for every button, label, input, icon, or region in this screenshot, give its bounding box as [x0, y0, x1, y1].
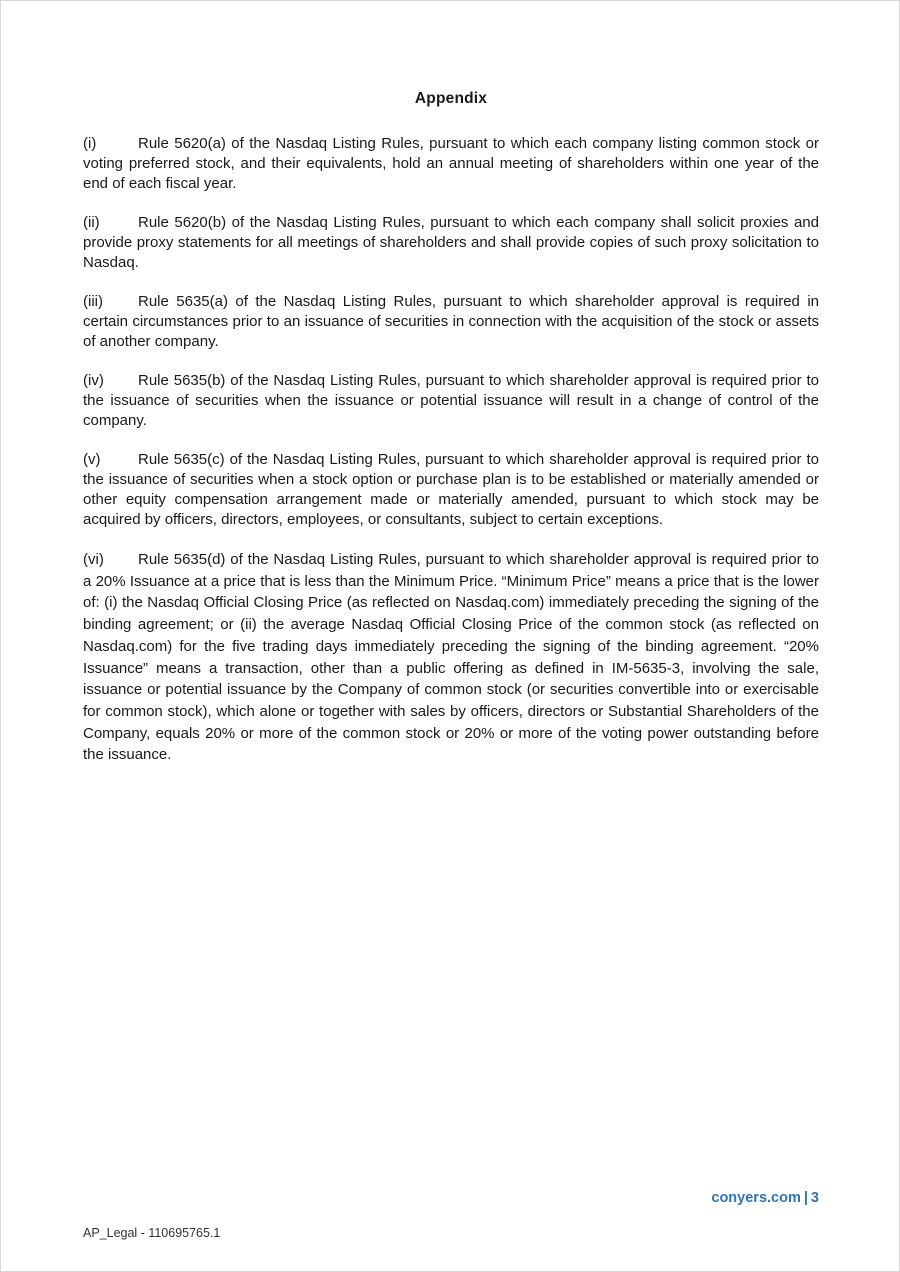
item-text: Rule 5635(a) of the Nasdaq Listing Rules, pursuant to which shareholder approval is required in certain circumstances prior to an issuance of securities in connection with the acquisition of the stock or assets of another company. [83, 293, 819, 350]
appendix-item-iii [83, 292, 819, 352]
item-label: (ii) [83, 214, 100, 231]
item-label: (v) [83, 451, 101, 468]
appendix-item-ii [83, 213, 819, 273]
item-text: Rule 5635(c) of the Nasdaq Listing Rules, pursuant to which shareholder approval is required prior to the issuance of securities when a stock option or purchase plan is to be established or materially amended or other equity compensation arrangement made or materially amended, pursuant to which stock may be acquired by officers, directors, employees, or consultants, subject to certain exceptions. [83, 451, 819, 528]
document-reference-number: AP_Legal - 110695765.1 [83, 1226, 221, 1240]
appendix-item-i [83, 134, 819, 194]
item-label: (iii) [83, 293, 103, 310]
item-text: Rule 5635(d) of the Nasdaq Listing Rules, pursuant to which shareholder approval is required prior to a 20% Issuance at a price that is less than the Minimum Price. “Minimum Price” means a price that is the lower of: (i) the Nasdaq Official Closing Price (as reflected on Nasdaq.com) immediately preceding the signing of the binding agreement; or (ii) the average Nasdaq Official Closing Price of the common stock (as reflected on Nasdaq.com) for the five trading days immediately preceding the signing of the binding agreement. “20% Issuance” means a transaction, other than a public offering as defined in IM-5635-3, involving the sale, issuance or potential issuance by the Company of common stock (or securities convertible into or exercisable for common stock), which alone or together with sales by officers, directors or Substantial Shareholders of the Company, equals 20% or more of the common stock or 20% or more of the voting power outstanding before the issuance. [83, 551, 819, 764]
appendix-item-iv [83, 371, 819, 431]
page-title: Appendix [414, 90, 488, 107]
item-text: Rule 5620(b) of the Nasdaq Listing Rules, pursuant to which each company shall solicit proxies and provide proxy statements for all meetings of shareholders and shall provide copies of such proxy solicitation to Nasdaq. [83, 214, 819, 271]
item-label: (iv) [83, 372, 104, 389]
appendix-item-vi [83, 549, 819, 766]
footer-page-number: 3 [810, 1190, 819, 1206]
item-text: Rule 5635(b) of the Nasdaq Listing Rules, pursuant to which shareholder approval is required prior to the issuance of securities when the issuance or potential issuance will result in a change of control of the company. [83, 372, 819, 429]
appendix-item-v [83, 450, 819, 530]
footer-separator: | [803, 1190, 808, 1206]
document-body [83, 90, 819, 785]
footer-site-link[interactable]: conyers.com [711, 1190, 801, 1206]
item-label: (i) [83, 135, 97, 152]
footer-page-indicator [711, 1190, 819, 1206]
item-label: (vi) [83, 551, 104, 568]
item-text: Rule 5620(a) of the Nasdaq Listing Rules, pursuant to which each company listing common stock or voting preferred stock, and their equivalents, hold an annual meeting of shareholders within one year of the end of each fiscal year. [83, 135, 819, 192]
